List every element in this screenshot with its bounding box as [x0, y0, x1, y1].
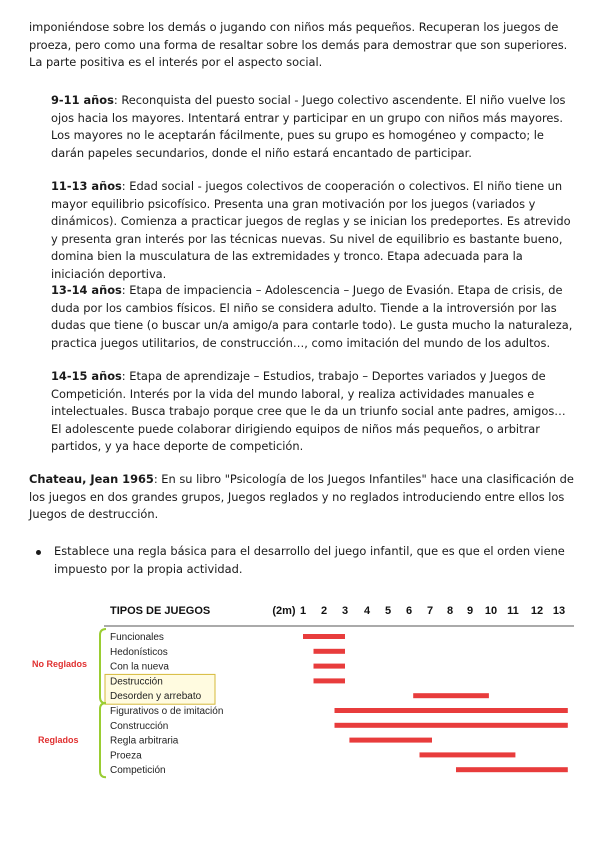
- paragraph-13-14: [29, 282, 575, 352]
- group-label: No Reglados: [32, 659, 88, 670]
- row-label: Proeza: [110, 750, 142, 762]
- bullet-icon: [36, 550, 41, 555]
- row-label: Desorden y arrebato: [110, 691, 202, 703]
- author-label: Chateau, Jean 1965: [29, 472, 154, 486]
- row-label: Competición: [110, 765, 166, 777]
- paragraph-11-13: [29, 178, 575, 284]
- games-chart-svg: [0, 596, 600, 796]
- group-bracket: [100, 703, 106, 777]
- row-bar: [349, 738, 432, 743]
- chart-tick-label: 5: [384, 605, 392, 617]
- games-chart: [0, 596, 600, 796]
- paragraph-text: : Etapa de aprendizaje – Estudios, trabajo – Deportes variados y Juegos de Competición. Interés por la vida del mundo laboral, y realiza actividades manuales e intelectuales. Busca trabajo porque cree que le da un triunfo social ante padres, amigos… El adolescente puede colaborar dirigiendo equipos de niños más pequeños, o arbitrar partidos, y ya hace deporte de competición.: [51, 369, 566, 454]
- row-label: Funcionales: [110, 632, 164, 643]
- chart-tick-label: 9: [466, 605, 474, 617]
- row-bar: [456, 767, 568, 772]
- paragraph-14-15: [29, 368, 575, 456]
- row-label: Regla arbitraria: [110, 735, 179, 747]
- row-label: Hedonísticos: [110, 646, 168, 658]
- chart-tick-label: 3: [341, 605, 349, 617]
- bullet-text: Establece una regla básica para el desarrollo del juego infantil, que es que el orden viene impuesto por la propia actividad.: [54, 544, 565, 576]
- row-bar: [314, 649, 346, 654]
- row-label: Destrucción: [110, 676, 163, 688]
- paragraph-text: : Edad social - juegos colectivos de cooperación o colectivos. El niño tiene un mayor equilibrio psicofísico. Presenta una gran motivación por los juegos (variados y dinámicos). Comienza a practicar juegos de reglas y se inician los predeportes. Es atrevido y presenta gran interés por las técnicas nuevas. Su nivel de equilibrio es bastante bueno, domina bien la musculatura de las extremidades y tronco. Etapa adecuada para la iniciación deportiva.: [51, 179, 571, 281]
- row-label: Con la nueva: [110, 661, 169, 673]
- row-bar: [314, 678, 346, 683]
- chart-tick-label: 1: [299, 605, 307, 617]
- row-label: Figurativos o de imitación: [110, 706, 224, 717]
- paragraph-text: : Reconquista del puesto social - Juego colectivo ascendente. El niño vuelve los ojos hacia los mayores. Intentará entrar y participar en un grupo con niños más mayores. Los mayores no le aceptarán fácilmente, pues su grupo es homogéneo y compacto; le darán papeles secundarios, donde el niño estará encantado de participar.: [51, 93, 566, 160]
- age-label: 11-13 años: [51, 179, 122, 193]
- chart-tick-label: 8: [446, 605, 454, 617]
- chart-tick-label: 13: [552, 605, 566, 617]
- paragraph-9-11: [29, 92, 575, 162]
- paragraph-chateau: [29, 471, 575, 524]
- row-bar: [314, 664, 346, 669]
- chart-tick-label: 7: [426, 605, 434, 617]
- chart-tick-label: (2m): [272, 605, 296, 617]
- age-label: 14-15 años: [51, 369, 122, 383]
- paragraph-text: : En su libro "Psicología de los Juegos Infantiles" hace una clasificación de los juegos en dos grandes grupos, Juegos reglados y no reglados introduciendo entre ellos los Juegos de destrucción.: [29, 472, 574, 522]
- row-bar: [335, 708, 568, 713]
- age-label: 9-11 años: [51, 93, 114, 107]
- chart-tick-label: 4: [363, 605, 371, 617]
- age-label: 13-14 años: [51, 283, 122, 297]
- chart-tick-label: 6: [405, 605, 413, 617]
- chart-tick-label: 2: [320, 605, 328, 617]
- paragraph-top: imponiéndose sobre los demás o jugando con niños más pequeños. Recuperan los juegos de proeza, pero como una forma de resaltar sobre los demás para demostrar que son superiores. La parte positiva es el interés por el aspecto social.: [29, 20, 568, 70]
- group-label: Reglados: [38, 735, 79, 746]
- row-label: Construcción: [110, 720, 169, 732]
- chart-tick-label: 12: [530, 605, 544, 617]
- paragraph-text: : Etapa de impaciencia – Adolescencia – Juego de Evasión. Etapa de crisis, de duda por los cambios físicos. El niño se considera adulto. Tiende a la introversión por las dudas que tiene (o buscar un/a amigo/a para contarle todo). Le gusta mucho la naturaleza, practica juegos utilitarios, de construcción…, como imitación del mundo de los adultos.: [51, 283, 573, 350]
- row-bar: [413, 693, 489, 698]
- chart-tick-label: 10: [484, 605, 498, 617]
- row-bar: [303, 634, 345, 639]
- chart-tick-label: 11: [507, 605, 519, 617]
- row-bar: [335, 723, 568, 728]
- chart-header: TIPOS DE JUEGOS: [110, 605, 211, 617]
- bullet-item: [29, 543, 575, 578]
- row-bar: [420, 752, 516, 757]
